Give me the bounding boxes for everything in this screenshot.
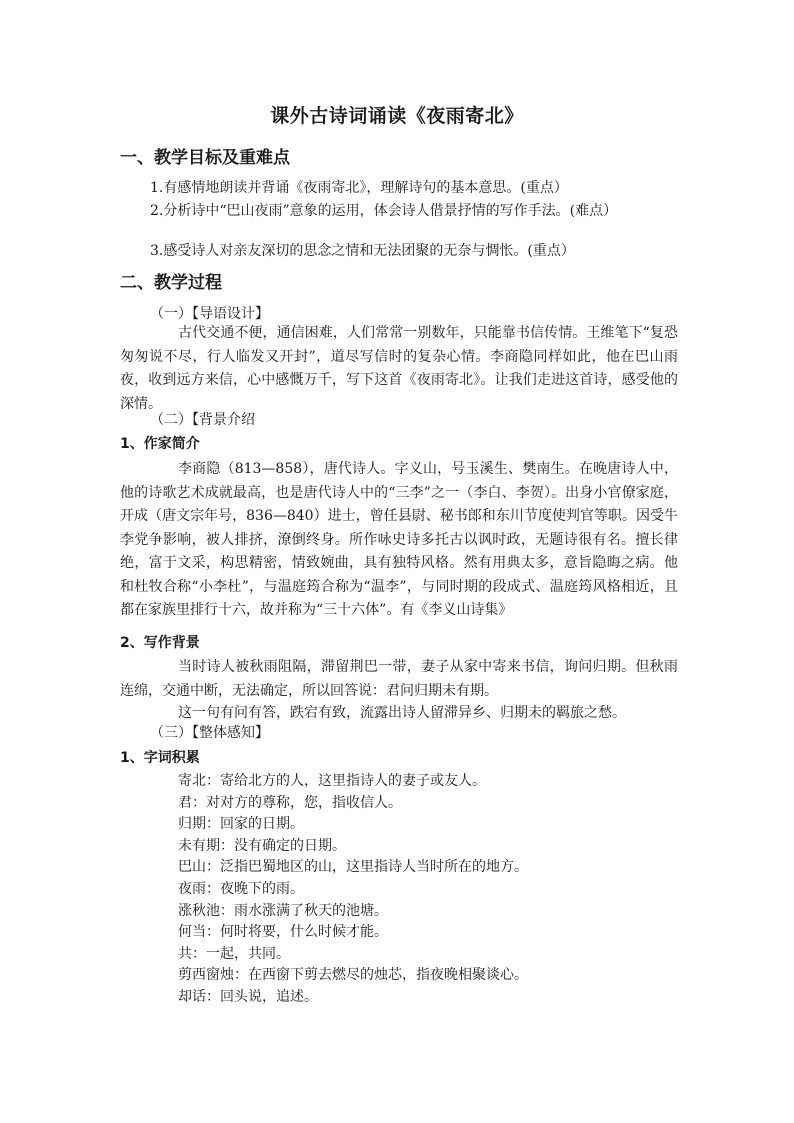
objective-item: 1.有感情地朗读并背诵《夜雨寄北》，理解诗句的基本意思。(重点）: [150, 180, 568, 196]
section-heading-objectives: 一、教学目标及重难点: [120, 148, 290, 168]
background-paragraph: 当时诗人被秋雨阻隔，滞留荆巴一带，妻子从家中寄来书信，询问归期。但秋雨连绵，交通中断，无法确定，所以回答说：君问归期未有期。: [120, 659, 678, 699]
glossary-item: 夜雨：夜晚下的雨。: [178, 880, 304, 897]
objective-item: 2.分析诗中“巴山夜雨”意象的运用，体会诗人借景抒情的写作手法。(难点）: [150, 203, 618, 219]
glossary-item: 巴山：泛指巴蜀地区的山，这里指诗人当时所在的地方。: [178, 859, 528, 876]
intro-paragraph: 古代交通不便，通信困难，人们常常一别数年，只能靠书信传情。王维笔下“复恐匆匆说不尽，行人临发又开封”，道尽写信时的复杂心情。李商隐同样如此，他在巴山雨夜，收到远方来信，心中感慨万千，写下这首《夜雨寄北》。让我们走进这首诗，感受他的深情。: [120, 325, 678, 412]
author-heading: 1、作家简介: [120, 436, 200, 452]
subsection-label-intro: （一）【导语设计】: [150, 306, 269, 322]
words-heading: 1、字词积累: [120, 750, 200, 766]
glossary-item: 君：对对方的尊称，您，指收信人。: [178, 794, 402, 811]
subsection-label-background: （二）【背景介绍: [150, 412, 255, 428]
glossary-item: 归期：回家的日期。: [178, 816, 304, 833]
background-heading: 2、写作背景: [120, 635, 200, 651]
objective-item: 3.感受诗人对亲友深切的思念之情和无法团聚的无奈与惆怅。(重点）: [150, 243, 575, 259]
glossary-item: 何当：何时将要，什么时候才能。: [178, 924, 388, 941]
glossary-item: 却话：回头说，追述。: [178, 988, 318, 1005]
glossary-item: 涨秋池：雨水涨满了秋天的池塘。: [178, 902, 388, 919]
glossary-item: 剪西窗烛：在西窗下剪去燃尽的烛芯，指夜晚相聚谈心。: [178, 967, 528, 984]
background-paragraph: 这一句有问有答，跌宕有致，流露出诗人留滞异乡、归期未的羁旅之愁。: [178, 705, 626, 721]
section-heading-process: 二、教学过程: [120, 273, 222, 293]
document-title: 课外古诗词诵读《夜雨寄北》: [270, 105, 524, 127]
glossary-item: 共：一起，共同。: [178, 945, 290, 962]
author-paragraph: 李商隐（813—858），唐代诗人。字义山，号玉溪生、樊南生。在晚唐诗人中，他的诗歌艺术成就最高，也是唐代诗人中的“三李”之一（李白、李贺）。出身小官僚家庭，开成（唐文宗年号，836—840）进士，曾任县尉、秘书郎和东川节度使判官等职。因受牛李党争影响，被人排挤，潦倒终身。所作咏史诗多托古以讽时政，无题诗很有名。擅长律绝，富于文采，构思精密，情致婉曲，具有独特风格。然有用典太多，意旨隐晦之病。他和杜牧合称“小李杜”，与温庭筠合称为“温李”，与同时期的段成式、温庭筠风格相近，且都在家族里排行十六，故并称为“三十六体”。有《李义山诗集》: [120, 461, 678, 618]
glossary-item: 未有期：没有确定的日期。: [178, 837, 346, 854]
glossary-item: 寄北：寄给北方的人，这里指诗人的妻子或友人。: [178, 773, 486, 789]
subsection-label-overview: （三）【整体感知】: [150, 725, 269, 741]
glossary-list: [178, 771, 678, 1009]
